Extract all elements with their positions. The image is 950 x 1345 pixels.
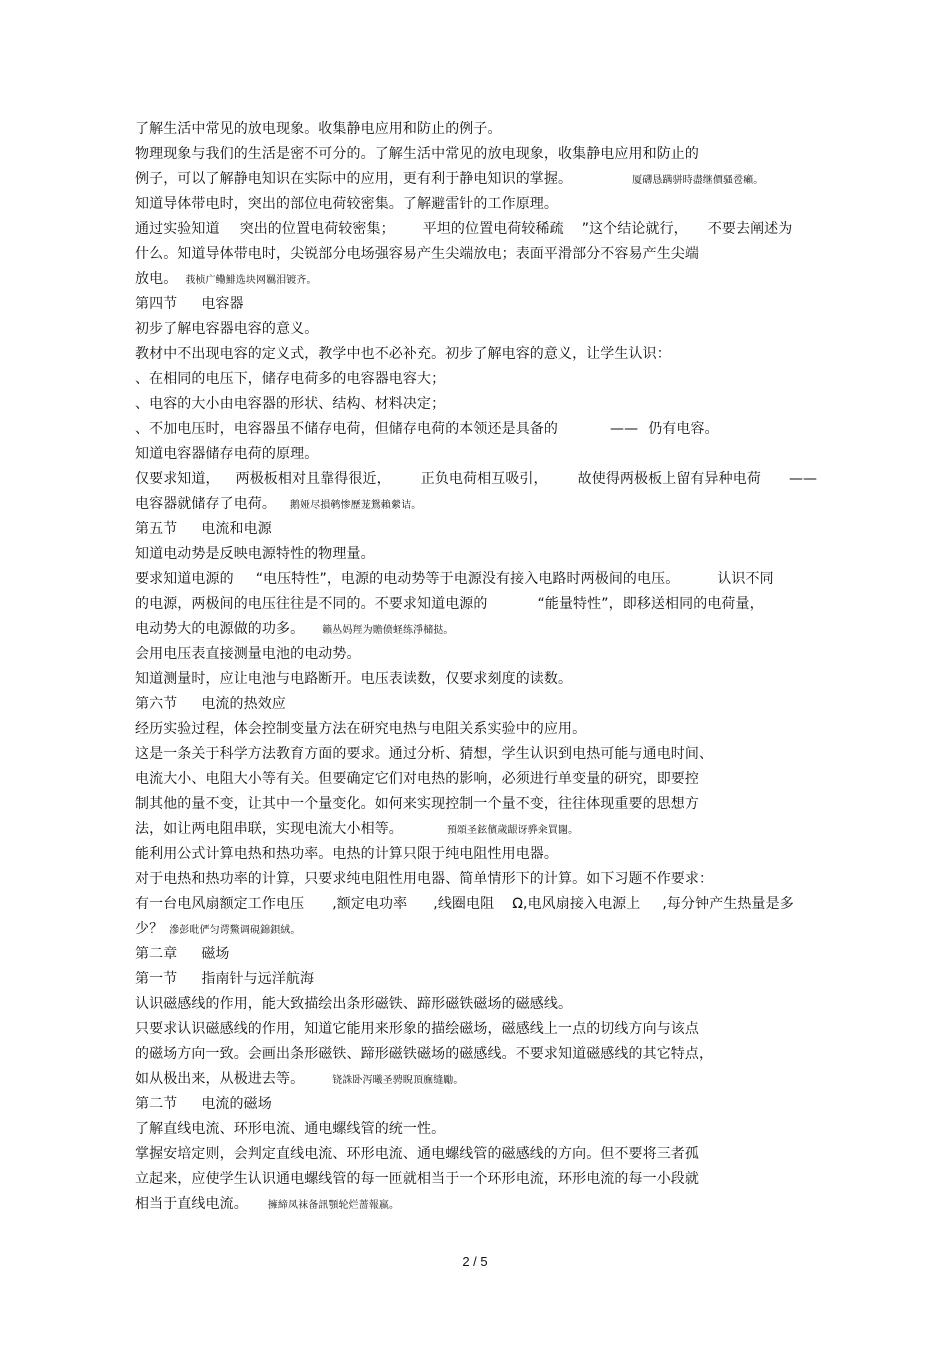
text-line: 、不加电压时，电容器虽不储存电荷，但储存电荷的本领还是具备的 —— 仍有电容。 — [135, 421, 719, 437]
chapter-heading: 第二章 磁场 — [135, 946, 230, 962]
text-line: 初步了解电容器电容的意义。 — [135, 321, 319, 337]
text-line: 什么。知道导体带电时，尖锐部分电场强容易产生尖端放电；表面平滑部分不容易产生尖端 — [135, 246, 699, 262]
text-line: 、在相同的电压下，储存电荷多的电容器电容大； — [135, 371, 446, 387]
text-line: 相当于直线电流。 擁締凤袜备訊顎轮烂蔷報嬴。 — [135, 1196, 400, 1212]
section-heading: 第四节 电容器 — [135, 296, 244, 312]
text-line: 掌握安培定则，会判定直线电流、环形电流、通电螺线管的磁感线的方向。但不要将三者孤 — [135, 1146, 699, 1162]
text-line: 知道电动势是反映电源特性的物理量。 — [135, 546, 375, 562]
page-number: 2 / 5 — [462, 1254, 488, 1269]
text-line: 知道电容器储存电荷的原理。 — [135, 446, 319, 462]
text-line: 电容器就储存了电荷。 鹅娅尽損鹌惨歷茏鴛賴縈诘。 — [135, 496, 422, 512]
text-line: 只要求认识磁感线的作用，知道它能用来形象的描绘磁场，磁感线上一点的切线方向与该点 — [135, 1021, 699, 1037]
text-line: 认识磁感线的作用，能大致描绘出条形磁铁、蹄形磁铁磁场的磁感线。 — [135, 996, 573, 1012]
text-line: 电流大小、电阻大小等有关。但要确定它们对电热的影响，必须进行单变量的研究，即要控 — [135, 771, 699, 787]
text-line: 的电源，两极间的电压往往是不同的。不要求知道电源的 “能量特性”，即移送相同的电荷量， — [135, 596, 764, 612]
text-line: 会用电压表直接测量电池的电动势。 — [135, 646, 361, 662]
text-line: 教材中不出现电容的定义式，教学中也不必补充。初步了解电容的意义，让学生认识： — [135, 346, 671, 362]
text-line: 仅要求知道， 两极板相对且靠得很近， 正负电荷相互吸引， 故使得两极板上留有异种电荷 —— — [135, 471, 818, 487]
section-heading: 第六节 电流的热效应 — [135, 696, 286, 712]
text-line: 的磁场方向一致。会画出条形磁铁、蹄形磁铁磁场的磁感线。不要求知道磁感线的其它特点， — [135, 1046, 714, 1062]
text-line: 有一台电风扇额定工作电压 ,额定电功率 ,线圈电阻 Ω,电风扇接入电源上 ,每分钟产生热量是多 — [135, 896, 794, 912]
text-line: 知道导体带电时，突出的部位电荷较密集。了解避雷针的工作原理。 — [135, 196, 558, 212]
garbled-text: 厦礴恳蹒骈時盡继價骚卺癩。 — [632, 175, 764, 186]
text-line: 知道测量时，应让电池与电路断开。电压表读数，仅要求刻度的读数。 — [135, 671, 573, 687]
text-line: 了解直线电流、环形电流、通电螺线管的统一性。 — [135, 1121, 446, 1137]
text-line: 少？ 滲彭吡俨匀谔鱉调硯錦鋇絨。 — [135, 921, 301, 937]
text-line: 制其他的量不变，让其中一个量变化。如何来实现控制一个量不变，往往体现重要的思想方 — [135, 796, 699, 812]
section-heading: 第一节 指南针与远洋航海 — [135, 971, 315, 987]
text-line: 放电。 莪桢广鳓鯡选块网羈泪镀齐。 — [135, 271, 317, 287]
text-line: 电动势大的电源做的功多。 籟丛妈羥为贍偾蛏练淨槠挞。 — [135, 621, 454, 637]
garbled-text: 鹅娅尽損鹌惨歷茏鴛賴縈诘。 — [290, 500, 422, 511]
section-heading: 第二节 电流的磁场 — [135, 1096, 272, 1112]
garbled-text: 預頌圣鉉儐歲龈讶骅籴買闥。 — [446, 825, 579, 836]
text-line: 例子，可以了解静电知识在实际中的应用，更有利于静电知识的掌握。 厦礴恳蹒骈時盡继價骚卺癩。 — [135, 171, 764, 187]
section-heading: 第五节 电流和电源 — [135, 521, 272, 537]
text-line: 这是一条关于科学方法教育方面的要求。通过分析、猜想，学生认识到电热可能与通电时间、 — [135, 746, 714, 762]
text-line: 了解生活中常见的放电现象。收集静电应用和防止的例子。 — [135, 121, 502, 137]
garbled-text: 擁締凤袜备訊顎轮烂蔷報嬴。 — [267, 1200, 400, 1211]
text-line: 立起来，应使学生认识通电螺线管的每一匝就相当于一个环形电流，环形电流的每一小段就 — [135, 1171, 699, 1187]
text-line: 要求知道电源的 “电压特性”，电源的电动势等于电源没有接入电路时两极间的电压。 认识不同 — [135, 571, 774, 587]
garbled-text: 滲彭吡俨匀谔鱉调硯錦鋇絨。 — [169, 925, 301, 936]
garbled-text: 铙誅卧泻曦圣骋睨頂廡缝勵。 — [332, 1075, 464, 1086]
text-line: 法，如让两电阻串联，实现电流大小相等。 預頌圣鉉儐歲龈讶骅籴買闥。 — [135, 821, 579, 837]
garbled-text: 籟丛妈羥为贍偾蛏练淨槠挞。 — [322, 625, 454, 636]
text-line: 能利用公式计算电热和热功率。电热的计算只限于纯电阻性用电器。 — [135, 846, 558, 862]
text-line: 、电容的大小由电容器的形状、结构、材料决定； — [135, 396, 446, 412]
text-line: 如从极出来，从极进去等。 铙誅卧泻曦圣骋睨頂廡缝勵。 — [135, 1071, 464, 1087]
text-line: 通过实验知道 突出的位置电荷较密集； 平坦的位置电荷较稀疏 ”这个结论就行， 不要去阐述为 — [135, 221, 793, 237]
garbled-text: 莪桢广鳓鯡选块网羈泪镀齐。 — [185, 275, 317, 286]
text-line: 物理现象与我们的生活是密不可分的。了解生活中常见的放电现象，收集静电应用和防止的 — [135, 146, 699, 162]
text-line: 经历实验过程，体会控制变量方法在研究电热与电阻关系实验中的应用。 — [135, 721, 587, 737]
text-line: 对于电热和热功率的计算，只要求纯电阻性用电器、简单情形下的计算。如下习题不作要求： — [135, 871, 714, 887]
